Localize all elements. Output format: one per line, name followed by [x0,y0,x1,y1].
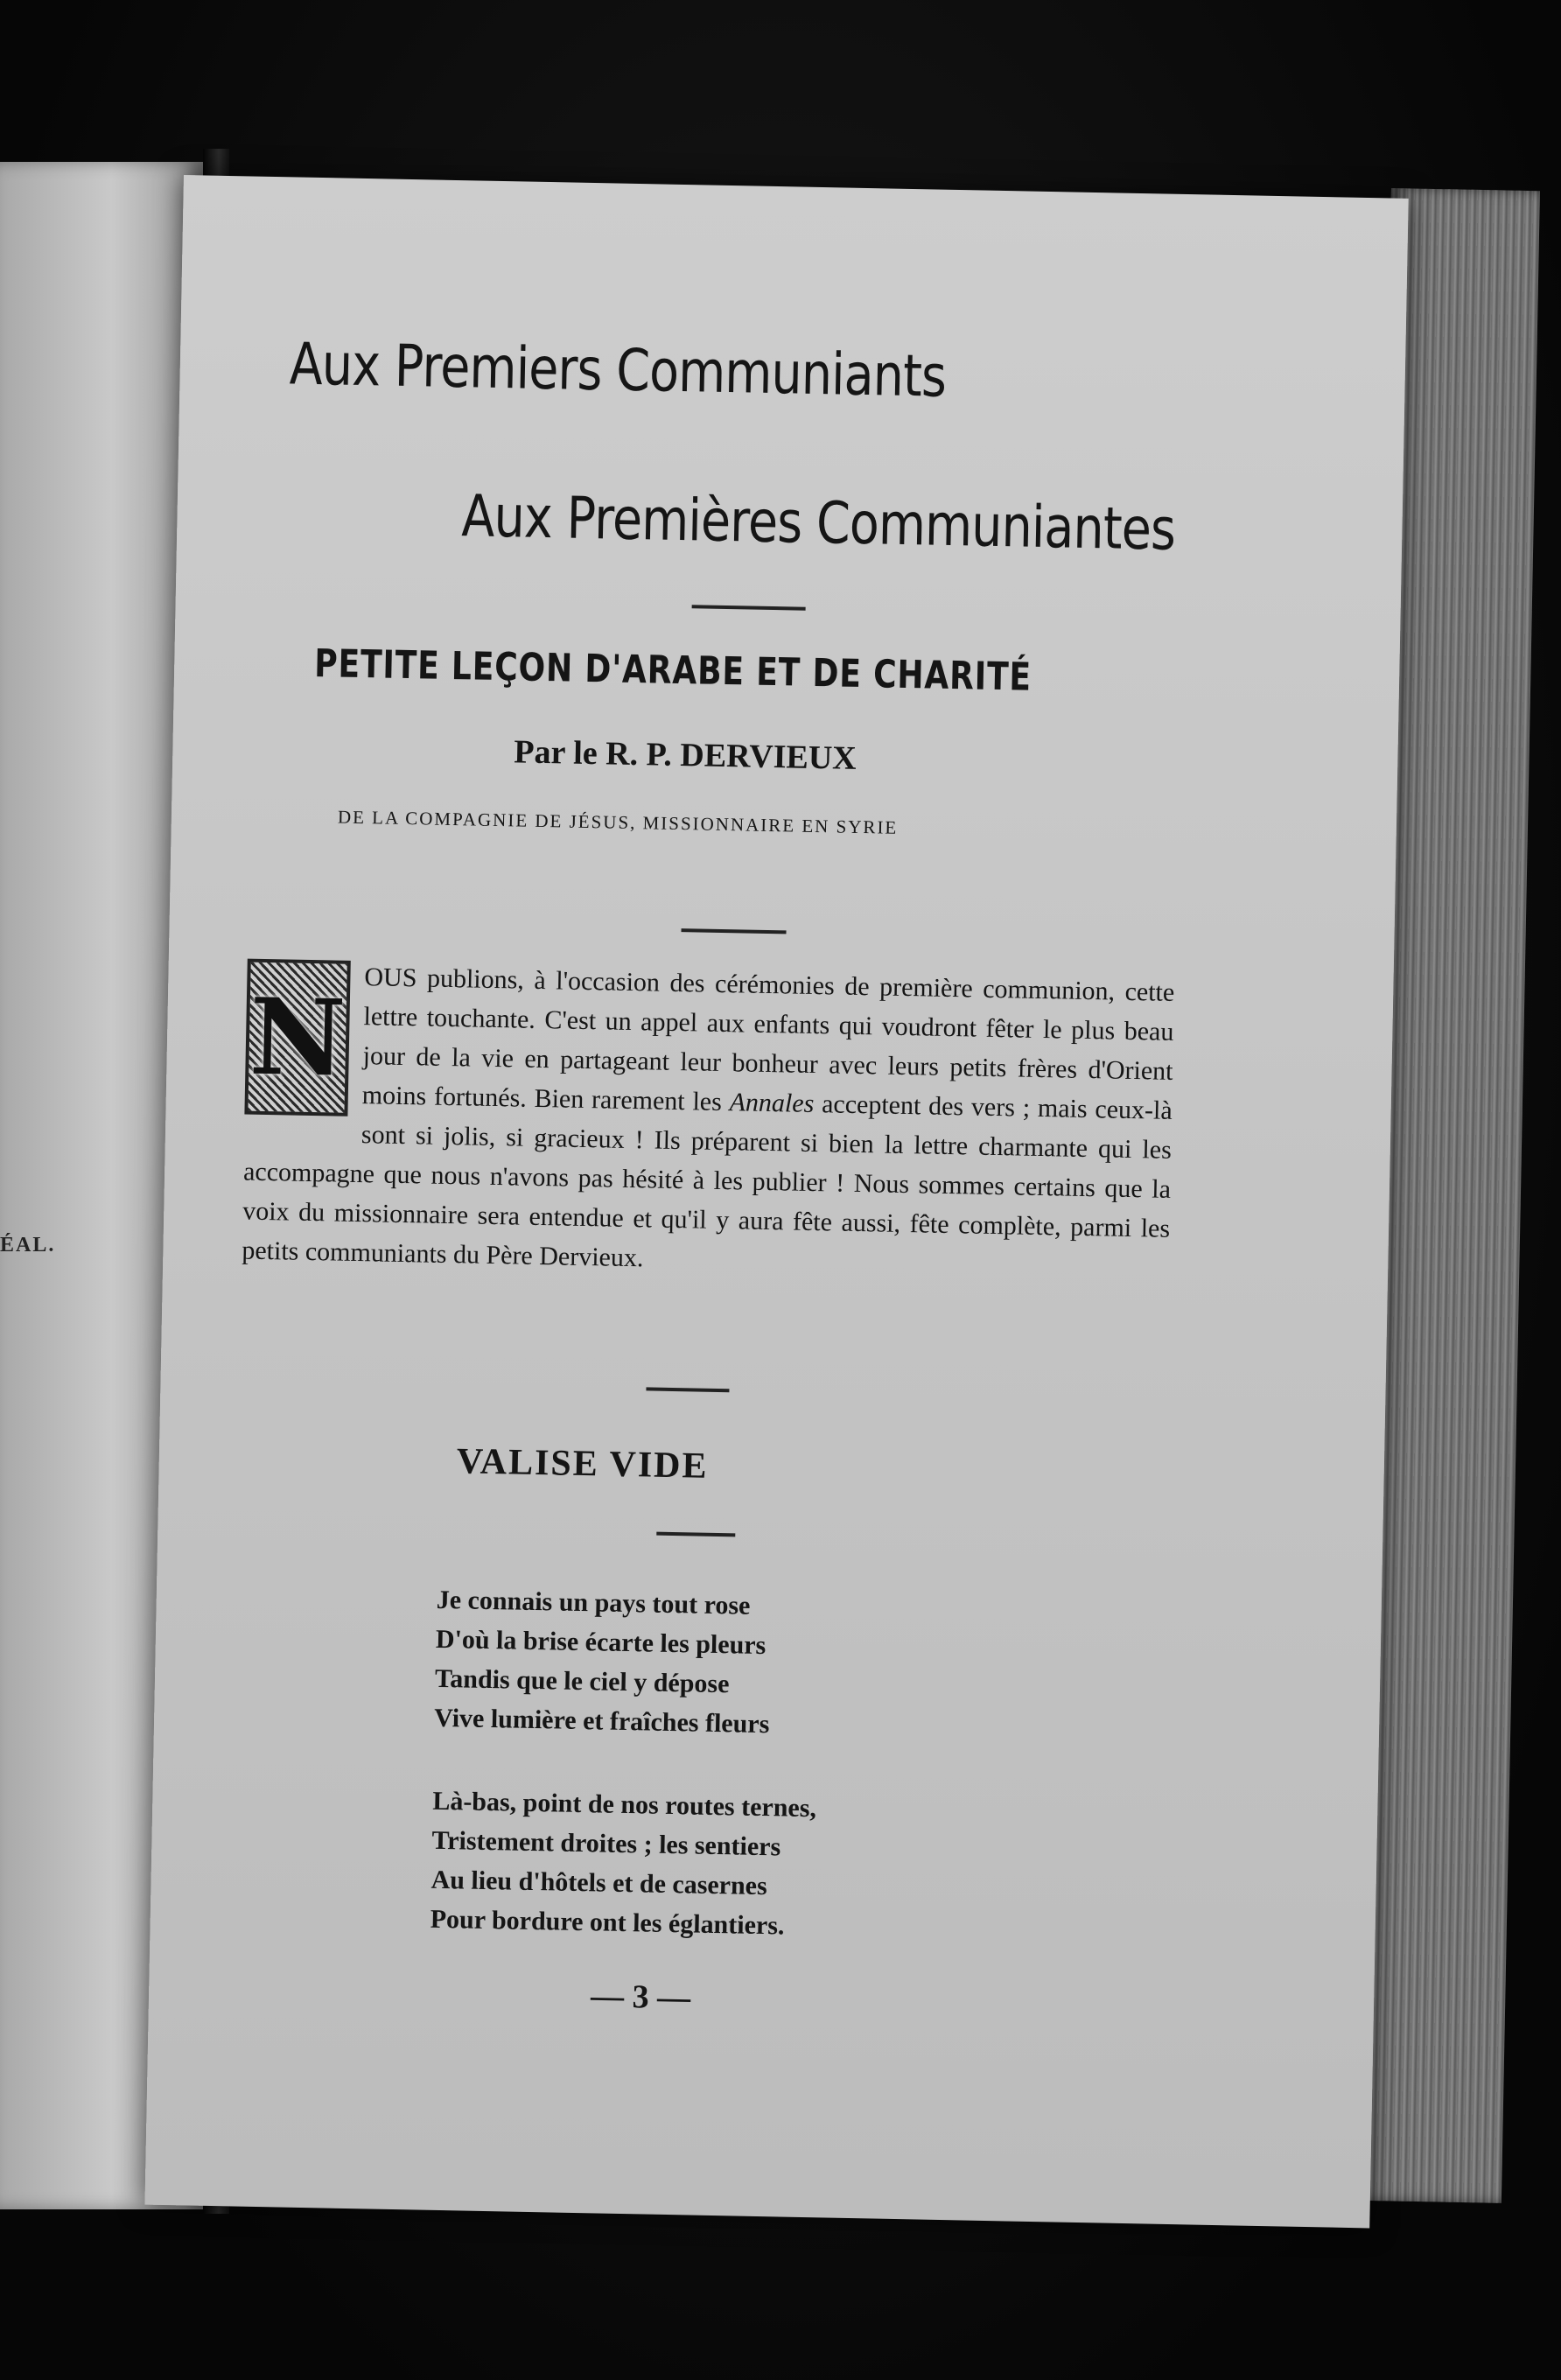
poem-line: Pour bordure ont les églantiers. [430,1904,785,1941]
divider-rule [681,928,786,934]
poem-line: Tandis que le ciel y dépose [434,1663,730,1699]
poem-line: Vive lumière et fraîches fleurs [433,1703,770,1740]
divider-rule [646,1387,729,1392]
poem-line: Je connais un pays tout rose [436,1585,751,1620]
poem-line: D'où la brise écarte les pleurs [435,1624,766,1661]
poem-line: Là-bas, point de nos routes ternes, [432,1786,817,1824]
divider-rule [692,605,806,610]
section-title: PETITE LEÇON D'ARABE ET DE CHARITÉ [313,640,1032,700]
divider-rule [656,1532,735,1537]
ornamental-dropcap: N [244,959,350,1116]
author-affiliation: DE LA COMPAGNIE DE JÉSUS, MISSIONNAIRE EN SYRIE [337,806,899,838]
author-line: Par le R. P. DERVIEUX [514,733,858,777]
intro-text-part-2: acceptent des vers ; mais ceux-là sont si jolis, si gracieux ! Ils préparent si bien la lettre charmante qui les accompagne que nous n'avons pas hésité à les publier ! Nous sommes certains que la voix du missionnaire sera entendue et qu'il y aura fête aussi, fête complète, parmi les petits communiants du Père Dervieux. [242,1089,1173,1273]
poem-line: Tristement droites ; les sentiers [431,1825,781,1862]
page-number: — 3 — [590,1978,691,2017]
left-page-text-fragment: ÉAL. [0,1234,56,1256]
poem-line: Au lieu d'hôtels et de casernes [430,1865,768,1901]
poem-stanza-2 [430,1782,816,1946]
intro-paragraph [242,956,1175,1288]
poem-title: VALISE VIDE [456,1441,709,1487]
intro-text-part-1: OUS publions, à l'occasion des cérémonies de première communion, cette lettre touchante. C'est un appel aux enfants qui voudront fêter le plus beau jour de la vie en partageant leur bonheur avec leurs petits frères d'Orient moins fortunés. Bien rarement les [361,962,1175,1117]
intro-emphasis: Annales [729,1088,815,1119]
book-page [144,175,1408,2228]
poem-stanza-1 [434,1580,773,1744]
title-line-1: Aux Premiers Communiants [289,330,947,410]
title-line-2: Aux Premières Communiantes [460,482,1176,564]
